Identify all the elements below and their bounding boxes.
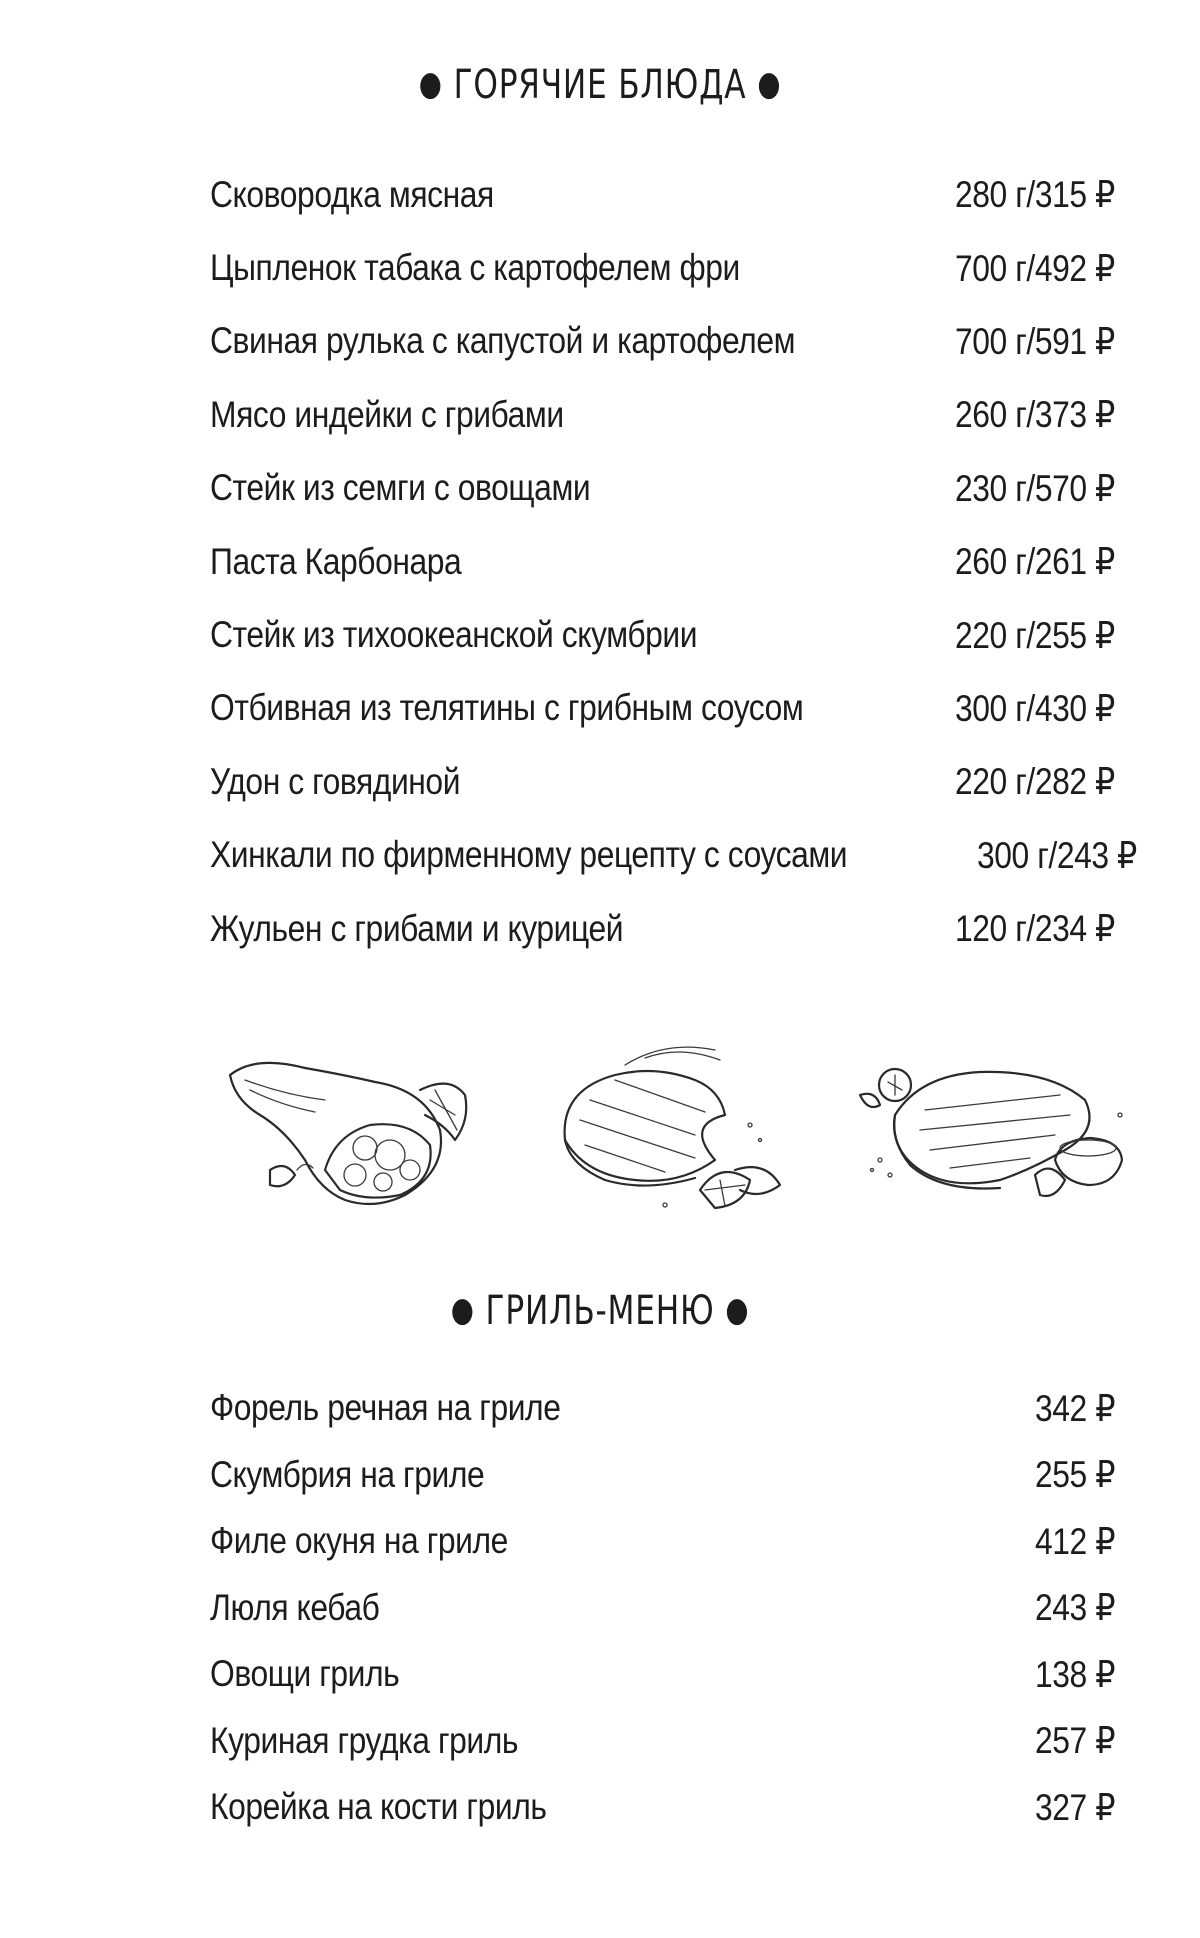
menu-item-price: 300 г/243 ₽ [976,834,1137,876]
menu-item [210,1442,1115,1509]
menu-item-price: 342 ₽ [1034,1387,1115,1429]
menu-item-price: 327 ₽ [1034,1786,1115,1828]
menu-item [210,1508,1115,1575]
menu-item-price: 300 г/430 ₽ [955,687,1115,729]
menu-item-price: 220 г/282 ₽ [955,761,1115,803]
menu-item-name: Форель речная на гриле [210,1387,561,1429]
bullet-icon: ● [418,64,443,104]
menu-item-price: 700 г/591 ₽ [955,320,1115,362]
menu-item-price: 120 г/234 ₽ [955,908,1115,950]
menu-item-name: Стейк из семги с овощами [210,467,591,509]
menu-item [210,819,1137,892]
bullet-icon: ● [725,1290,750,1330]
menu-item-name: Хинкали по фирменному рецепту с соусами [210,834,848,876]
menu-item [210,1641,1115,1708]
menu-item-name: Мясо индейки с грибами [210,393,564,435]
menu-item [210,525,1115,598]
menu-item-name: Корейка на кости гриль [210,1786,547,1828]
menu-item [210,1375,1115,1442]
menu-item-name: Удон с говядиной [210,760,461,802]
menu-item-name: Стейк из тихоокеанской скумбрии [210,614,698,656]
menu-item [210,158,1115,231]
menu-item [210,598,1115,671]
menu-item [210,892,1115,965]
menu-item-name: Сковородка мясная [210,173,494,215]
menu-item [210,1774,1115,1841]
menu-item-price: 412 ₽ [1034,1520,1115,1562]
menu-item-name: Свиная рулька с капустой и картофелем [210,320,796,362]
menu-item-price: 220 г/255 ₽ [955,614,1115,656]
pork-knuckle-sketch [225,1020,475,1220]
menu-item-name: Люля кебаб [210,1586,380,1628]
menu-item [210,672,1115,745]
grilled-steak-sketch [850,1020,1150,1220]
menu-item-name: Жульен с грибами и курицей [210,907,624,949]
menu-item-name: Куриная грудка гриль [210,1719,519,1761]
bullet-icon: ● [757,64,782,104]
fish-steak-sketch [545,1020,795,1220]
menu-item-price: 255 ₽ [1034,1454,1115,1496]
menu-item-price: 700 г/492 ₽ [955,247,1115,289]
menu-item-name: Цыпленок табака с картофелем фри [210,247,740,289]
menu-item-price: 243 ₽ [1034,1587,1115,1629]
menu-item-name: Паста Карбонара [210,540,462,582]
menu-item-name: Отбивная из телятины с грибным соусом [210,687,804,729]
menu-item [210,1708,1115,1775]
hot-dishes-title: ● ГОРЯЧИЕ БЛЮДА ● [418,62,782,108]
menu-item-price: 280 г/315 ₽ [955,174,1115,216]
menu-item [210,452,1115,525]
menu-item-price: 260 г/261 ₽ [955,541,1115,583]
menu-item-name: Филе окуня на гриле [210,1520,508,1562]
menu-item-price: 257 ₽ [1034,1720,1115,1762]
grill-menu-list [210,1375,1115,1841]
menu-item [210,378,1115,451]
hot-dishes-list [210,158,1137,965]
menu-item-price: 138 ₽ [1034,1653,1115,1695]
menu-item-name: Скумбрия на гриле [210,1453,485,1495]
menu-item [210,745,1115,818]
menu-item [210,231,1115,304]
menu-item-price: 230 г/570 ₽ [955,467,1115,509]
menu-item-name: Овощи гриль [210,1653,400,1695]
menu-item-price: 260 г/373 ₽ [955,394,1115,436]
bullet-icon: ● [450,1290,475,1330]
illustrations-row [200,1020,1150,1240]
menu-item [210,305,1115,378]
menu-item [210,1575,1115,1642]
grill-menu-title: ● ГРИЛЬ-МЕНЮ ● [450,1288,750,1334]
